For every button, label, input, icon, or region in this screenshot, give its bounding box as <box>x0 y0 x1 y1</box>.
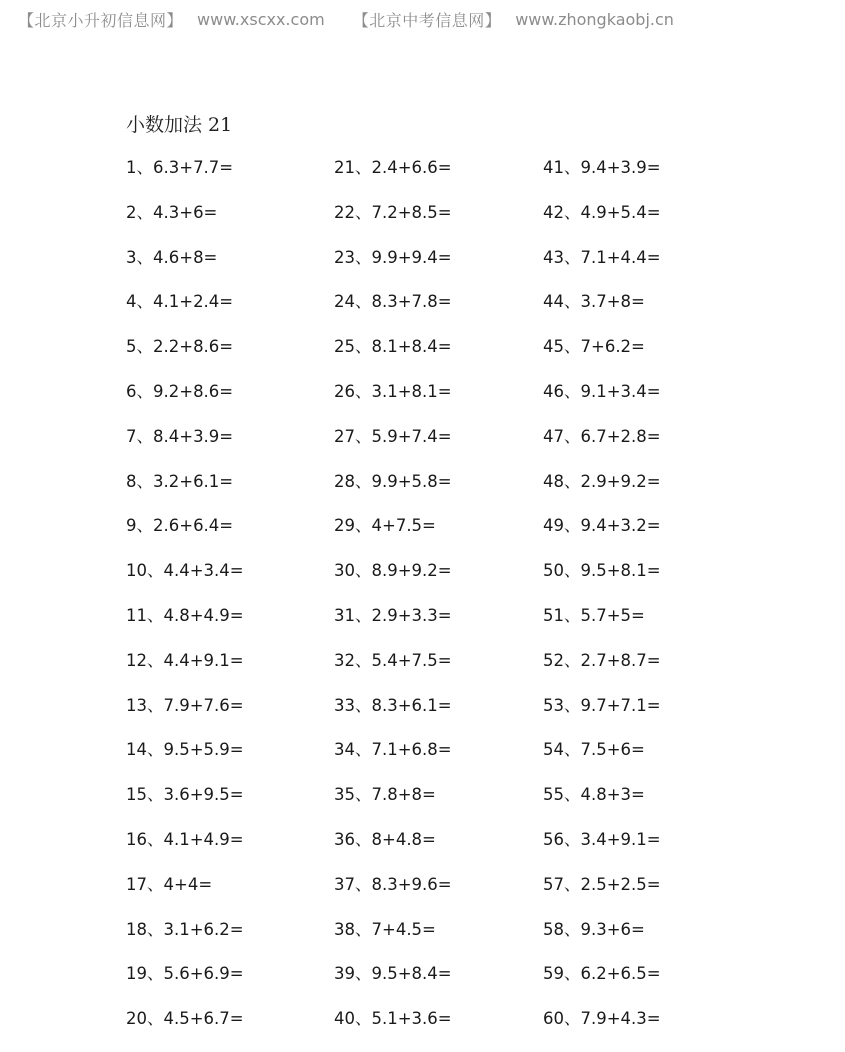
site1-name: 【北京小升初信息网】 <box>18 10 184 30</box>
problem-item: 14、9.5+5.9= <box>126 740 244 760</box>
problem-item: 33、8.3+6.1= <box>334 695 452 715</box>
problem-item: 55、4.8+3= <box>543 785 645 805</box>
problem-item: 38、7+4.5= <box>334 919 436 939</box>
problem-item: 8、3.2+6.1= <box>126 471 234 491</box>
problem-item: 57、2.5+2.5= <box>543 874 661 894</box>
problem-item: 51、5.7+5= <box>543 605 645 625</box>
problem-item: 29、4+7.5= <box>334 516 436 536</box>
problem-item: 5、2.2+8.6= <box>126 337 234 357</box>
problem-item: 47、6.7+2.8= <box>543 426 661 446</box>
problem-item: 11、4.8+4.9= <box>126 605 244 625</box>
problem-item: 43、7.1+4.4= <box>543 247 661 267</box>
problem-item: 50、9.5+8.1= <box>543 561 661 581</box>
site2-name: 【北京中考信息网】 <box>352 10 502 30</box>
problem-item: 34、7.1+6.8= <box>334 740 452 760</box>
problem-item: 1、6.3+7.7= <box>126 158 234 177</box>
problem-item: 39、9.5+8.4= <box>334 964 452 984</box>
problem-item: 22、7.2+8.5= <box>334 202 452 222</box>
problem-item: 7、8.4+3.9= <box>126 426 234 446</box>
problem-item: 27、5.9+7.4= <box>334 426 452 446</box>
problem-item: 28、9.9+5.8= <box>334 471 452 491</box>
problem-item: 15、3.6+9.5= <box>126 785 244 805</box>
problem-item: 19、5.6+6.9= <box>126 964 244 984</box>
site1-url-link[interactable]: www.xscxx.com <box>197 9 325 29</box>
problem-item: 44、3.7+8= <box>543 292 645 312</box>
problem-column-3 <box>543 156 743 1052</box>
problem-item: 40、5.1+3.6= <box>334 1009 452 1029</box>
problem-item: 13、7.9+7.6= <box>126 695 244 715</box>
problem-column-1 <box>126 156 326 1052</box>
problem-item: 17、4+4= <box>126 874 213 894</box>
problem-item: 26、3.1+8.1= <box>334 381 452 401</box>
site2-url-link[interactable]: www.zhongkaobj.cn <box>515 9 674 29</box>
problem-item: 37、8.3+9.6= <box>334 874 452 894</box>
problem-item: 31、2.9+3.3= <box>334 605 452 625</box>
problem-item: 12、4.4+9.1= <box>126 650 244 670</box>
problem-item: 36、8+4.8= <box>334 829 436 849</box>
problem-item: 2、4.3+6= <box>126 202 218 222</box>
problem-item: 9、2.6+6.4= <box>126 516 234 536</box>
problem-item: 45、7+6.2= <box>543 337 645 357</box>
problem-item: 3、4.6+8= <box>126 247 218 267</box>
page-header <box>18 7 674 31</box>
problem-item: 42、4.9+5.4= <box>543 202 661 222</box>
problem-item: 24、8.3+7.8= <box>334 292 452 312</box>
problem-item: 52、2.7+8.7= <box>543 650 661 670</box>
problem-item: 49、9.4+3.2= <box>543 516 661 536</box>
problem-item: 46、9.1+3.4= <box>543 381 661 401</box>
problem-item: 58、9.3+6= <box>543 919 645 939</box>
problem-item: 35、7.8+8= <box>334 785 436 805</box>
problem-item: 16、4.1+4.9= <box>126 829 244 849</box>
problem-item: 4、4.1+2.4= <box>126 292 234 312</box>
problem-column-2 <box>334 156 534 1052</box>
worksheet-title: 小数加法 21 <box>126 114 233 136</box>
problem-item: 41、9.4+3.9= <box>543 158 661 177</box>
problem-item: 54、7.5+6= <box>543 740 645 760</box>
problem-item: 48、2.9+9.2= <box>543 471 661 491</box>
problem-item: 30、8.9+9.2= <box>334 561 452 581</box>
problem-item: 56、3.4+9.1= <box>543 829 661 849</box>
problem-item: 10、4.4+3.4= <box>126 561 244 581</box>
problem-item: 6、9.2+8.6= <box>126 381 234 401</box>
problem-item: 32、5.4+7.5= <box>334 650 452 670</box>
problem-item: 53、9.7+7.1= <box>543 695 661 715</box>
problem-item: 20、4.5+6.7= <box>126 1009 244 1029</box>
problem-item: 60、7.9+4.3= <box>543 1009 661 1029</box>
problem-item: 59、6.2+6.5= <box>543 964 661 984</box>
problem-item: 18、3.1+6.2= <box>126 919 244 939</box>
problem-item: 21、2.4+6.6= <box>334 158 452 177</box>
problem-item: 25、8.1+8.4= <box>334 337 452 357</box>
problem-item: 23、9.9+9.4= <box>334 247 452 267</box>
